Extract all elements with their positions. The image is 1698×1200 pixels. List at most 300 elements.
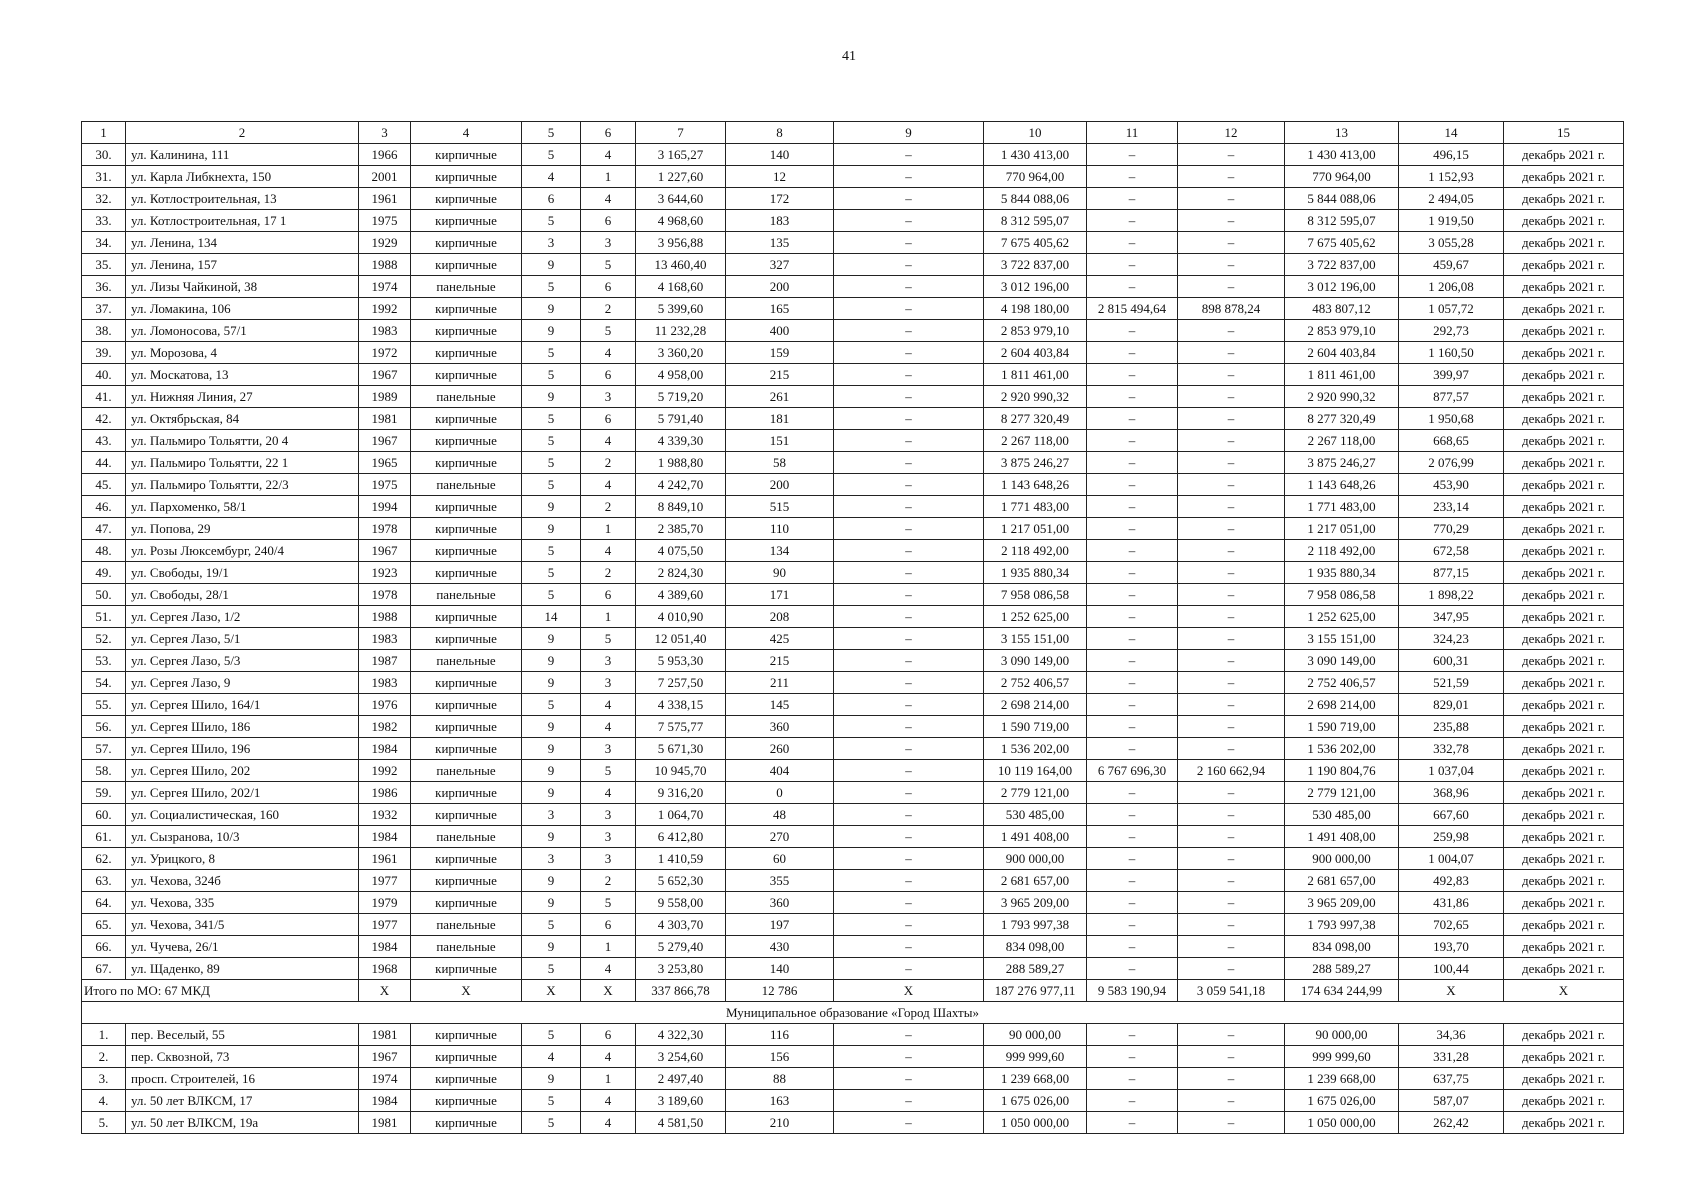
column-number-cell: 10	[984, 122, 1087, 144]
table-cell: 1 410,59	[636, 848, 726, 870]
table-cell: кирпичные	[411, 628, 522, 650]
address-cell: ул. Сергея Лазо, 1/2	[126, 606, 359, 628]
table-cell: кирпичные	[411, 298, 522, 320]
section-title: Муниципальное образование «Город Шахты»	[82, 1002, 1624, 1024]
table-row	[82, 1046, 1624, 1068]
table-cell: –	[1178, 408, 1285, 430]
table-cell: 5	[522, 540, 581, 562]
table-cell: –	[1178, 430, 1285, 452]
table-cell: 1 050 000,00	[1285, 1112, 1399, 1134]
table-cell: панельные	[411, 760, 522, 782]
row-index-cell: 62.	[82, 848, 126, 870]
table-cell: 3 956,88	[636, 232, 726, 254]
table-cell: 327	[726, 254, 834, 276]
table-cell: 1 935 880,34	[1285, 562, 1399, 584]
table-cell: 1 190 804,76	[1285, 760, 1399, 782]
table-cell: 1 491 408,00	[1285, 826, 1399, 848]
table-cell: 3	[581, 650, 636, 672]
table-cell: –	[834, 672, 984, 694]
table-cell: 3 722 837,00	[984, 254, 1087, 276]
page-number: 41	[842, 49, 856, 64]
table-row	[82, 738, 1624, 760]
column-number-cell: 5	[522, 122, 581, 144]
table-row	[82, 1112, 1624, 1134]
table-cell: 2	[581, 298, 636, 320]
table-cell: 360	[726, 892, 834, 914]
table-cell: кирпичные	[411, 232, 522, 254]
table-cell: 1 491 408,00	[984, 826, 1087, 848]
table-cell: 3	[581, 738, 636, 760]
table-cell: 9	[522, 386, 581, 408]
table-cell: –	[1178, 914, 1285, 936]
table-cell: 10 119 164,00	[984, 760, 1087, 782]
table-cell: 200	[726, 276, 834, 298]
table-cell: 5	[581, 892, 636, 914]
address-cell: ул. Розы Люксембург, 240/4	[126, 540, 359, 562]
table-cell: 6 412,80	[636, 826, 726, 848]
row-index-cell: 34.	[82, 232, 126, 254]
table-cell: 668,65	[1399, 430, 1504, 452]
table-cell: –	[1178, 232, 1285, 254]
table-cell: кирпичные	[411, 738, 522, 760]
table-cell: 355	[726, 870, 834, 892]
table-cell: –	[834, 474, 984, 496]
table-cell: 4	[581, 1112, 636, 1134]
table-row	[82, 958, 1624, 980]
table-cell: –	[834, 892, 984, 914]
address-cell: ул. Ленина, 157	[126, 254, 359, 276]
address-cell: ул. Щаденко, 89	[126, 958, 359, 980]
table-row	[82, 562, 1624, 584]
table-row	[82, 408, 1624, 430]
table-cell: 100,44	[1399, 958, 1504, 980]
table-cell: –	[834, 628, 984, 650]
row-index-cell: 37.	[82, 298, 126, 320]
address-cell: пер. Сквозной, 73	[126, 1046, 359, 1068]
table-cell: 4	[581, 474, 636, 496]
total-cell: 3 059 541,18	[1178, 980, 1285, 1002]
table-cell: декабрь 2021 г.	[1504, 848, 1624, 870]
address-cell: ул. Чехова, 335	[126, 892, 359, 914]
address-cell: ул. Свободы, 19/1	[126, 562, 359, 584]
table-cell: –	[1178, 210, 1285, 232]
table-cell: –	[834, 386, 984, 408]
table-cell: –	[1087, 694, 1178, 716]
table-cell: 483 807,12	[1285, 298, 1399, 320]
table-cell: 3 254,60	[636, 1046, 726, 1068]
table-cell: 5 279,40	[636, 936, 726, 958]
table-cell: 999 999,60	[984, 1046, 1087, 1068]
table-cell: декабрь 2021 г.	[1504, 804, 1624, 826]
table-cell: 134	[726, 540, 834, 562]
table-cell: 2	[581, 562, 636, 584]
table-cell: –	[1178, 782, 1285, 804]
table-cell: кирпичные	[411, 342, 522, 364]
table-cell: панельные	[411, 936, 522, 958]
column-number-cell: 3	[359, 122, 411, 144]
table-cell: –	[834, 826, 984, 848]
table-cell: 1987	[359, 650, 411, 672]
table-cell: –	[1087, 144, 1178, 166]
table-cell: 3 155 151,00	[1285, 628, 1399, 650]
table-cell: 1 536 202,00	[984, 738, 1087, 760]
row-index-cell: 56.	[82, 716, 126, 738]
table-cell: 1967	[359, 1046, 411, 1068]
table-cell: декабрь 2021 г.	[1504, 716, 1624, 738]
table-row	[82, 606, 1624, 628]
table-cell: декабрь 2021 г.	[1504, 276, 1624, 298]
table-cell: –	[1087, 672, 1178, 694]
table-cell: декабрь 2021 г.	[1504, 1046, 1624, 1068]
table-cell: –	[834, 716, 984, 738]
table-cell: 898 878,24	[1178, 298, 1285, 320]
column-number-cell: 7	[636, 122, 726, 144]
table-cell: 1961	[359, 848, 411, 870]
table-row	[82, 870, 1624, 892]
table-cell: 4 958,00	[636, 364, 726, 386]
table-cell: –	[1178, 628, 1285, 650]
table-cell: 1977	[359, 914, 411, 936]
table-cell: 2 920 990,32	[984, 386, 1087, 408]
table-cell: 453,90	[1399, 474, 1504, 496]
table-cell: 3	[581, 804, 636, 826]
row-index-cell: 52.	[82, 628, 126, 650]
table-cell: декабрь 2021 г.	[1504, 298, 1624, 320]
row-index-cell: 31.	[82, 166, 126, 188]
address-cell: просп. Строителей, 16	[126, 1068, 359, 1090]
row-index-cell: 35.	[82, 254, 126, 276]
address-cell: пер. Веселый, 55	[126, 1024, 359, 1046]
address-cell: ул. Сергея Лазо, 5/3	[126, 650, 359, 672]
table-cell: –	[834, 848, 984, 870]
table-cell: 1 252 625,00	[984, 606, 1087, 628]
table-cell: 4 339,30	[636, 430, 726, 452]
table-cell: 4	[581, 188, 636, 210]
table-cell: 2001	[359, 166, 411, 188]
table-row	[82, 914, 1624, 936]
table-cell: 9	[522, 496, 581, 518]
table-cell: 5 953,30	[636, 650, 726, 672]
row-index-cell: 5.	[82, 1112, 126, 1134]
table-cell: –	[1087, 562, 1178, 584]
total-cell: X	[411, 980, 522, 1002]
table-cell: 770 964,00	[984, 166, 1087, 188]
table-cell: –	[1178, 892, 1285, 914]
table-cell: 9	[522, 738, 581, 760]
table-cell: 1 988,80	[636, 452, 726, 474]
table-cell: 4	[581, 716, 636, 738]
table-cell: декабрь 2021 г.	[1504, 452, 1624, 474]
table-cell: –	[1178, 496, 1285, 518]
table-cell: декабрь 2021 г.	[1504, 254, 1624, 276]
table-cell: –	[1087, 452, 1178, 474]
address-cell: ул. Сергея Лазо, 5/1	[126, 628, 359, 650]
table-cell: –	[1178, 672, 1285, 694]
table-cell: 8 277 320,49	[1285, 408, 1399, 430]
table-cell: 5	[522, 210, 581, 232]
table-cell: 215	[726, 650, 834, 672]
table-cell: 1967	[359, 430, 411, 452]
table-cell: декабрь 2021 г.	[1504, 1090, 1624, 1112]
table-cell: кирпичные	[411, 254, 522, 276]
table-cell: 324,23	[1399, 628, 1504, 650]
table-cell: 7 958 086,58	[1285, 584, 1399, 606]
table-cell: 208	[726, 606, 834, 628]
table-cell: 140	[726, 144, 834, 166]
table-cell: 156	[726, 1046, 834, 1068]
table-row	[82, 1068, 1624, 1090]
table-cell: –	[834, 1112, 984, 1134]
address-cell: ул. Сызранова, 10/3	[126, 826, 359, 848]
table-row	[82, 144, 1624, 166]
table-cell: –	[1087, 276, 1178, 298]
table-cell: 1978	[359, 518, 411, 540]
column-number-cell: 11	[1087, 122, 1178, 144]
address-cell: ул. Котлостроительная, 13	[126, 188, 359, 210]
table-cell: 2 681 657,00	[1285, 870, 1399, 892]
table-cell: 1 057,72	[1399, 298, 1504, 320]
table-row	[82, 166, 1624, 188]
table-cell: 6 767 696,30	[1087, 760, 1178, 782]
address-cell: ул. 50 лет ВЛКСМ, 17	[126, 1090, 359, 1112]
table-cell: 2 681 657,00	[984, 870, 1087, 892]
table-cell: декабрь 2021 г.	[1504, 628, 1624, 650]
table-cell: 4 010,90	[636, 606, 726, 628]
table-cell: –	[834, 430, 984, 452]
table-cell: 5	[522, 958, 581, 980]
table-cell: 3 165,27	[636, 144, 726, 166]
table-cell: 3 155 151,00	[984, 628, 1087, 650]
table-cell: 1 217 051,00	[984, 518, 1087, 540]
table-cell: –	[1087, 738, 1178, 760]
table-cell: декабрь 2021 г.	[1504, 914, 1624, 936]
table-cell: 13 460,40	[636, 254, 726, 276]
table-row	[82, 672, 1624, 694]
table-cell: 877,15	[1399, 562, 1504, 584]
table-cell: 431,86	[1399, 892, 1504, 914]
address-cell: ул. Пальмиро Тольятти, 20 4	[126, 430, 359, 452]
table-cell: 530 485,00	[1285, 804, 1399, 826]
table-cell: 3 012 196,00	[984, 276, 1087, 298]
table-row	[82, 430, 1624, 452]
table-cell: –	[1087, 386, 1178, 408]
address-cell: ул. Сергея Шило, 202	[126, 760, 359, 782]
table-cell: 5	[522, 474, 581, 496]
row-index-cell: 45.	[82, 474, 126, 496]
table-row	[82, 1024, 1624, 1046]
table-cell: панельные	[411, 276, 522, 298]
table-cell: декабрь 2021 г.	[1504, 1068, 1624, 1090]
table-row	[82, 540, 1624, 562]
table-cell: декабрь 2021 г.	[1504, 606, 1624, 628]
table-cell: 5	[522, 430, 581, 452]
table-cell: кирпичные	[411, 144, 522, 166]
table-cell: –	[1087, 826, 1178, 848]
row-index-cell: 50.	[82, 584, 126, 606]
table-cell: 9	[522, 760, 581, 782]
column-number-cell: 1	[82, 122, 126, 144]
table-cell: 3 875 246,27	[1285, 452, 1399, 474]
table-cell: –	[1087, 650, 1178, 672]
table-cell: 2 385,70	[636, 518, 726, 540]
row-index-cell: 51.	[82, 606, 126, 628]
table-cell: –	[1087, 496, 1178, 518]
address-cell: ул. Социалистическая, 160	[126, 804, 359, 826]
table-row	[82, 650, 1624, 672]
table-cell: 12 051,40	[636, 628, 726, 650]
address-cell: ул. Пальмиро Тольятти, 22/3	[126, 474, 359, 496]
table-cell: –	[1087, 870, 1178, 892]
address-cell: ул. Октябрьская, 84	[126, 408, 359, 430]
table-cell: 5	[522, 342, 581, 364]
table-cell: 530 485,00	[984, 804, 1087, 826]
table-cell: –	[1178, 518, 1285, 540]
table-cell: 1 430 413,00	[1285, 144, 1399, 166]
row-index-cell: 30.	[82, 144, 126, 166]
table-cell: 587,07	[1399, 1090, 1504, 1112]
table-cell: 5	[522, 1112, 581, 1134]
table-cell: 8 849,10	[636, 496, 726, 518]
table-cell: 2 920 990,32	[1285, 386, 1399, 408]
table-row	[82, 694, 1624, 716]
table-cell: 1 536 202,00	[1285, 738, 1399, 760]
table-cell: 1	[581, 1068, 636, 1090]
table-cell: 9	[522, 628, 581, 650]
table-row	[82, 628, 1624, 650]
table-cell: кирпичные	[411, 452, 522, 474]
address-cell: ул. Сергея Шило, 196	[126, 738, 359, 760]
table-cell: декабрь 2021 г.	[1504, 408, 1624, 430]
row-index-cell: 49.	[82, 562, 126, 584]
table-cell: декабрь 2021 г.	[1504, 474, 1624, 496]
table-cell: 1 935 880,34	[984, 562, 1087, 584]
table-cell: кирпичные	[411, 694, 522, 716]
table-cell: –	[1178, 452, 1285, 474]
table-cell: 521,59	[1399, 672, 1504, 694]
table-cell: –	[834, 782, 984, 804]
total-cell: 187 276 977,11	[984, 980, 1087, 1002]
table-cell: 1 919,50	[1399, 210, 1504, 232]
total-row	[82, 980, 1624, 1002]
table-row	[82, 760, 1624, 782]
table-cell: 900 000,00	[984, 848, 1087, 870]
table-cell: 5 399,60	[636, 298, 726, 320]
table-cell: 1 771 483,00	[984, 496, 1087, 518]
row-index-cell: 41.	[82, 386, 126, 408]
table-row	[82, 782, 1624, 804]
table-cell: 6	[581, 276, 636, 298]
table-cell: кирпичные	[411, 210, 522, 232]
table-cell: 2 779 121,00	[984, 782, 1087, 804]
table-row	[82, 364, 1624, 386]
table-cell: декабрь 2021 г.	[1504, 210, 1624, 232]
table-cell: 140	[726, 958, 834, 980]
row-index-cell: 3.	[82, 1068, 126, 1090]
table-cell: –	[834, 936, 984, 958]
row-index-cell: 63.	[82, 870, 126, 892]
table-cell: 3	[581, 672, 636, 694]
table-cell: 211	[726, 672, 834, 694]
table-cell: –	[834, 1090, 984, 1112]
table-cell: декабрь 2021 г.	[1504, 232, 1624, 254]
address-cell: ул. Ломоносова, 57/1	[126, 320, 359, 342]
table-cell: 3 722 837,00	[1285, 254, 1399, 276]
table-cell: кирпичные	[411, 716, 522, 738]
address-cell: ул. 50 лет ВЛКСМ, 19а	[126, 1112, 359, 1134]
table-cell: –	[1178, 276, 1285, 298]
table-cell: –	[1178, 474, 1285, 496]
address-cell: ул. Сергея Шило, 164/1	[126, 694, 359, 716]
table-cell: 1923	[359, 562, 411, 584]
table-row	[82, 452, 1624, 474]
table-cell: 1989	[359, 386, 411, 408]
row-index-cell: 55.	[82, 694, 126, 716]
address-cell: ул. Свободы, 28/1	[126, 584, 359, 606]
table-cell: –	[1087, 914, 1178, 936]
table-cell: 1984	[359, 826, 411, 848]
table-cell: 145	[726, 694, 834, 716]
table-cell: декабрь 2021 г.	[1504, 650, 1624, 672]
table-cell: –	[834, 254, 984, 276]
table-cell: –	[834, 298, 984, 320]
table-cell: 5	[522, 144, 581, 166]
table-cell: декабрь 2021 г.	[1504, 584, 1624, 606]
table-cell: –	[834, 650, 984, 672]
table-cell: 163	[726, 1090, 834, 1112]
table-cell: кирпичные	[411, 408, 522, 430]
table-cell: –	[1087, 518, 1178, 540]
table-cell: декабрь 2021 г.	[1504, 188, 1624, 210]
table-cell: кирпичные	[411, 166, 522, 188]
table-cell: –	[834, 562, 984, 584]
table-cell: –	[1087, 1068, 1178, 1090]
table-cell: –	[1178, 716, 1285, 738]
table-cell: 1975	[359, 210, 411, 232]
table-cell: 702,65	[1399, 914, 1504, 936]
table-cell: 7 675 405,62	[984, 232, 1087, 254]
table-cell: –	[834, 760, 984, 782]
table-cell: –	[1178, 870, 1285, 892]
table-cell: 60	[726, 848, 834, 870]
table-cell: кирпичные	[411, 562, 522, 584]
table-cell: 8 277 320,49	[984, 408, 1087, 430]
table-cell: 1 811 461,00	[984, 364, 1087, 386]
table-cell: 1 239 668,00	[1285, 1068, 1399, 1090]
table-cell: 6	[581, 408, 636, 430]
table-cell: 9	[522, 298, 581, 320]
row-index-cell: 39.	[82, 342, 126, 364]
table-cell: 165	[726, 298, 834, 320]
table-cell: 5	[522, 452, 581, 474]
address-cell: ул. Ломакина, 106	[126, 298, 359, 320]
table-cell: 2 267 118,00	[984, 430, 1087, 452]
row-index-cell: 44.	[82, 452, 126, 474]
table-cell: 400	[726, 320, 834, 342]
table-cell: –	[834, 276, 984, 298]
table-cell: 2 118 492,00	[984, 540, 1087, 562]
table-cell: 1994	[359, 496, 411, 518]
table-cell: 5	[522, 562, 581, 584]
column-number-cell: 14	[1399, 122, 1504, 144]
table-cell: 331,28	[1399, 1046, 1504, 1068]
table-cell: 637,75	[1399, 1068, 1504, 1090]
table-cell: –	[834, 144, 984, 166]
table-cell: декабрь 2021 г.	[1504, 562, 1624, 584]
table-cell: 3 644,60	[636, 188, 726, 210]
table-cell: 1978	[359, 584, 411, 606]
table-cell: –	[1087, 892, 1178, 914]
row-index-cell: 65.	[82, 914, 126, 936]
